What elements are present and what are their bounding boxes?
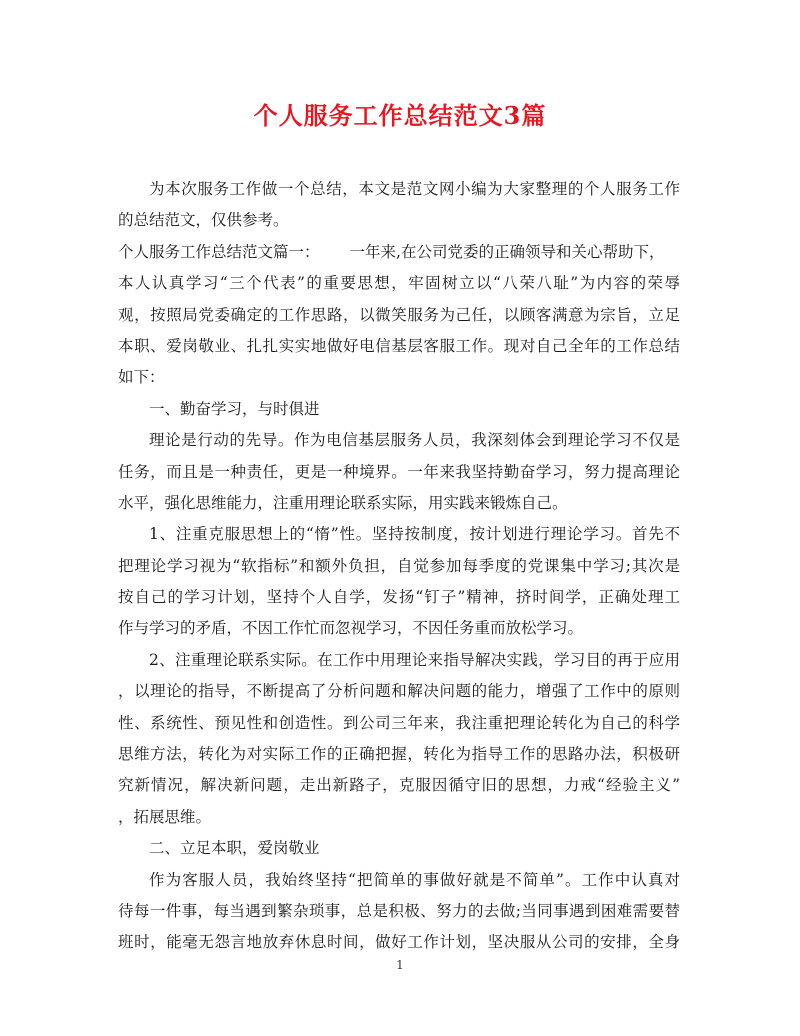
text-line: ，以理论的指导，不断提高了分析问题和解决问题的能力，增强了工作中的原则 xyxy=(118,682,680,701)
page-number: 1 xyxy=(396,958,404,972)
text-line: ，拓展思维。 xyxy=(118,807,212,826)
text-line xyxy=(118,237,680,268)
text-line: 任务，而且是一种责任，更是一种境界。一年来我坚持勤奋学习，努力提高理论 xyxy=(118,462,680,481)
document-body xyxy=(118,174,680,959)
section-heading-label: 个人服务工作总结范文篇一： xyxy=(118,242,320,261)
text-line: 班时，能毫无怨言地放弃休息时间，做好工作计划，坚决服从公司的安排，全身 xyxy=(118,933,680,952)
text-line: 本职、爱岗敬业、扎扎实实地做好电信基层客服工作。现对自己全年的工作总结 xyxy=(118,336,680,355)
document-title: 个人服务工作总结范文3篇 xyxy=(253,101,547,130)
text-line: 一、勤奋学习，与时俱进 xyxy=(149,399,320,418)
text-line: 的总结范文，仅供参考。 xyxy=(118,211,289,230)
text-line: 把理论学习视为“软指标”和额外负担，自觉参加每季度的党课集中学习;其次是 xyxy=(118,556,680,575)
text-line: 二、立足本职，爱岗敬业 xyxy=(149,839,320,858)
text-line: 按自己的学习计划，坚持个人自学，发扬“钉子”精神，挤时间学，正确处理工 xyxy=(118,588,680,607)
text-line: 2、注重理论联系实际。在工作中用理论来指导解决实践，学习目的再于应用 xyxy=(149,650,680,669)
text-line: 1、注重克服思想上的“惰”性。坚持按制度，按计划进行理论学习。首先不 xyxy=(149,525,680,544)
text-line: 待每一件事，每当遇到繁杂琐事，总是积极、努力的去做;当同事遇到困难需要替 xyxy=(118,901,680,920)
text-line: 思维方法，转化为对实际工作的正确把握，转化为指导工作的思路办法，积极研 xyxy=(118,745,680,764)
text-line: 作与学习的矛盾，不因工作忙而忽视学习，不因任务重而放松学习。 xyxy=(118,619,584,638)
text-line: 为本次服务工作做一个总结，本文是范文网小编为大家整理的个人服务工作 xyxy=(149,180,680,198)
text-line: 本人认真学习“三个代表”的重要思想，牢固树立以“八荣八耻”为内容的荣辱 xyxy=(118,274,680,293)
text-line: 究新情况，解决新问题，走出新路子，克服因循守旧的思想，力戒“经验主义” xyxy=(118,776,680,795)
text-line: 性、系统性、预见性和创造性。到公司三年来，我注重把理论转化为自己的科学 xyxy=(118,713,680,732)
text-line: 水平，强化思维能力，注重用理论联系实际，用实践来锻炼自己。 xyxy=(118,493,568,512)
text-line: 理论是行动的先导。作为电信基层服务人员，我深刻体会到理论学习不仅是 xyxy=(149,431,680,450)
text-line: 作为客服人员，我始终坚持“把简单的事做好就是不简单”。工作中认真对 xyxy=(149,870,680,889)
text-line: 如下： xyxy=(118,368,165,387)
text-line: 观，按照局党委确定的工作思路，以微笑服务为己任，以顾客满意为宗旨，立足 xyxy=(118,305,680,324)
line-text: 一年来,在公司党委的正确领导和关心帮助下， xyxy=(349,242,665,261)
